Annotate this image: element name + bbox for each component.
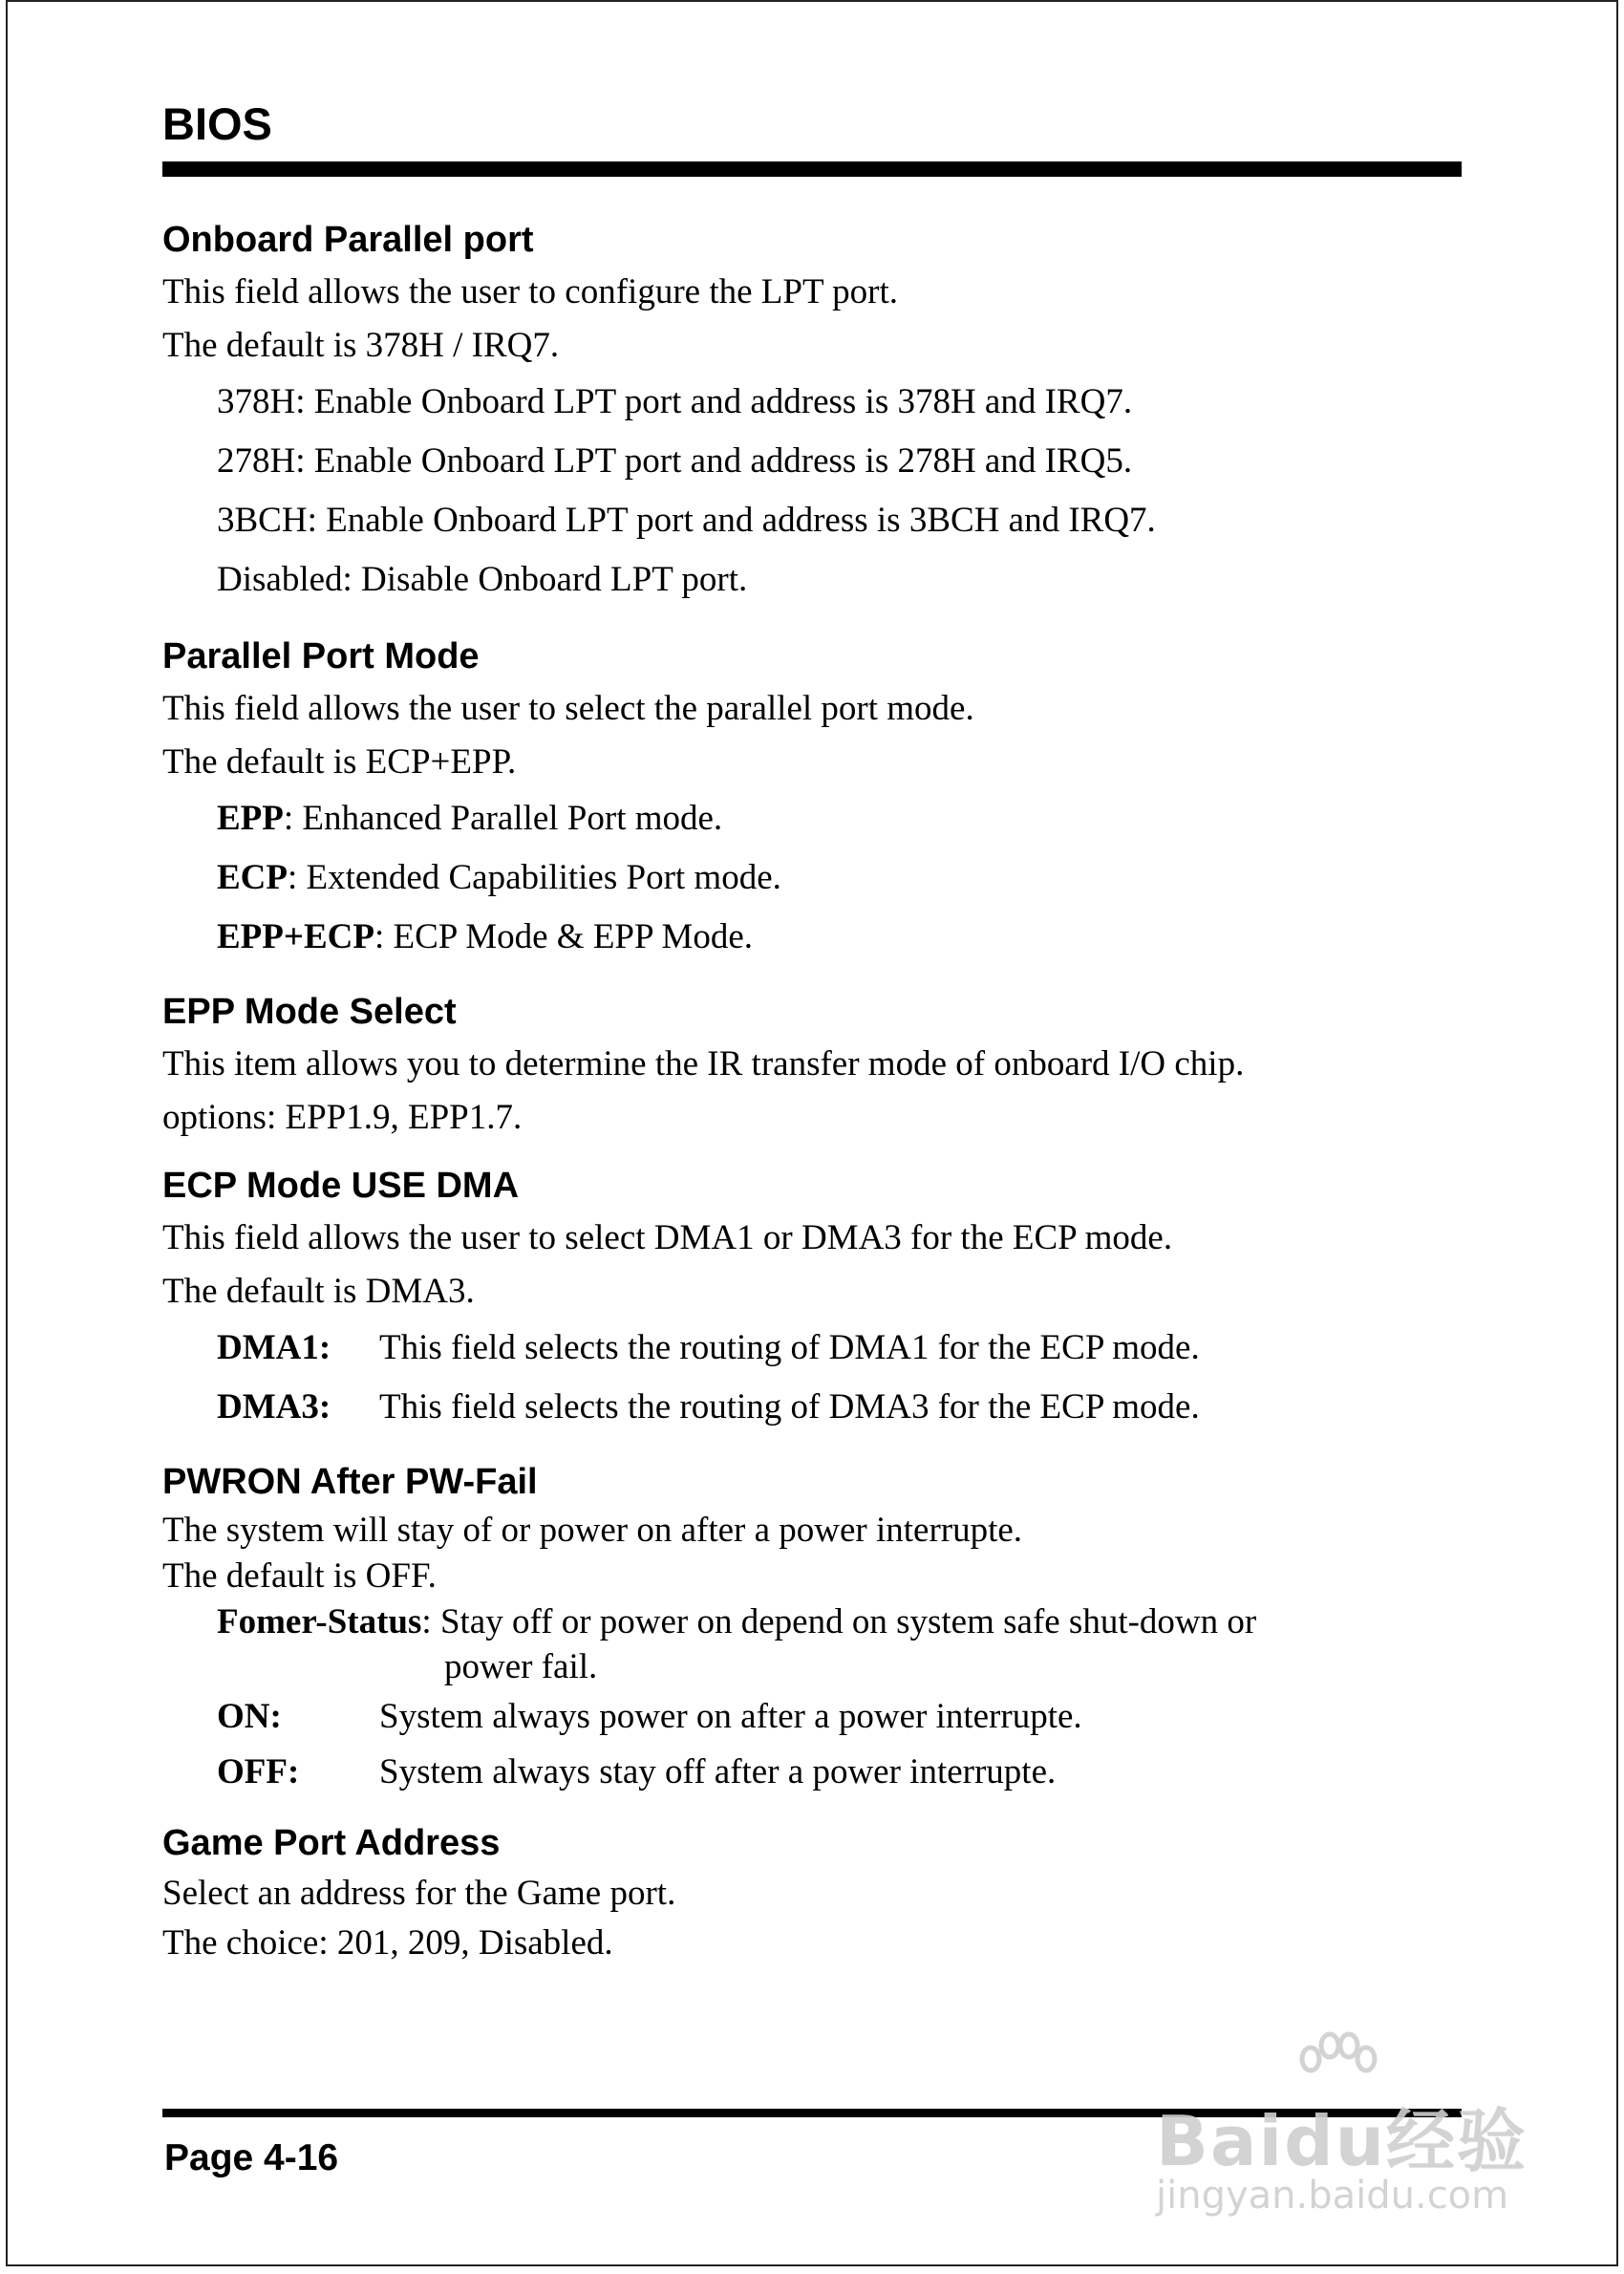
section-default: The default is 378H / IRQ7. [162,326,560,365]
page-header-title: BIOS [162,98,272,149]
section-title: PWRON After PW-Fail [162,1462,538,1502]
watermark-brand: Baidu经验 [1156,2101,1528,2181]
option-row [162,1319,1462,1378]
section-pwron-after-pw-fail [162,1456,1462,1800]
option-row [162,1745,1462,1800]
section-title: EPP Mode Select [162,992,457,1032]
section-epp-mode-select [162,986,1462,1145]
section-parallel-port-mode [162,631,1462,967]
option-text-continued: power fail. [444,1647,598,1686]
section-options-text: options: EPP1.9, EPP1.7. [162,1098,523,1137]
section-onboard-parallel-port [162,214,1462,610]
option-key: DMA3: [217,1387,331,1427]
option-line: 378H: Enable Onboard LPT port and address is 378H and IRQ7. [217,382,1133,421]
option-text: Stay off or power on depend on system safe shut-down or [439,1602,1257,1641]
option-line [162,848,1462,908]
section-text: The system will stay of or power on after a power interrupte. [162,1511,1023,1550]
option-line [162,789,1462,848]
option-text: This field selects the routing of DMA1 for the ECP mode. [379,1328,1200,1367]
section-game-port-address [162,1817,1462,1968]
option-text: System always stay off after a power interrupte. [379,1752,1057,1791]
section-default: The default is OFF. [162,1556,437,1596]
section-text: Select an address for the Game port. [162,1874,676,1913]
option-key: EPP [217,799,284,838]
section-text: This field allows the user to select DMA1 or DMA3 for the ECP mode. [162,1218,1173,1257]
section-title: Game Port Address [162,1823,501,1863]
section-ecp-mode-use-dma [162,1160,1462,1437]
option-text: : Enhanced Parallel Port mode. [283,799,723,838]
section-default: The default is DMA3. [162,1272,475,1311]
option-text: : Extended Capabilities Port mode. [288,858,781,897]
option-key: ON: [217,1697,282,1736]
option-line: 3BCH: Enable Onboard LPT port and address is 3BCH and IRQ7. [217,501,1156,540]
header-rule [162,161,1462,177]
section-choice-text: The choice: 201, 209, Disabled. [162,1923,613,1963]
option-row [162,1689,1462,1745]
option-text: : ECP Mode & EPP Mode. [374,917,754,956]
document-content [162,214,1462,1968]
option-key: EPP+ECP [217,917,374,956]
section-title: Parallel Port Mode [162,636,480,676]
option-row [162,1378,1462,1437]
option-text: System always power on after a power interrupte. [379,1697,1082,1736]
watermark-url: jingyan.baidu.com [1156,2174,1509,2218]
section-title: ECP Mode USE DMA [162,1166,520,1206]
section-text: This field allows the user to configure the LPT port. [162,272,898,311]
option-row-wrapped: Fomer-Status: Stay off or power on depend on system safe shut-down or power fail. [162,1599,1462,1689]
page-number: Page 4-16 [164,2137,339,2178]
option-line: 278H: Enable Onboard LPT port and address is 278H and IRQ5. [217,441,1133,481]
option-line: Disabled: Disable Onboard LPT port. [217,560,748,599]
option-text: This field selects the routing of DMA3 for the ECP mode. [379,1387,1200,1427]
section-text: This item allows you to determine the IR transfer mode of onboard I/O chip. [162,1044,1245,1083]
baidu-watermark [1146,2030,1548,2231]
option-key: DMA1: [217,1328,331,1367]
section-default: The default is ECP+EPP. [162,742,517,782]
option-key: ECP [217,858,288,897]
section-text: This field allows the user to select the parallel port mode. [162,689,974,728]
option-key: Fomer-Status [217,1602,422,1641]
option-line [162,908,1462,967]
option-key: OFF: [217,1752,300,1791]
section-title: Onboard Parallel port [162,220,534,260]
